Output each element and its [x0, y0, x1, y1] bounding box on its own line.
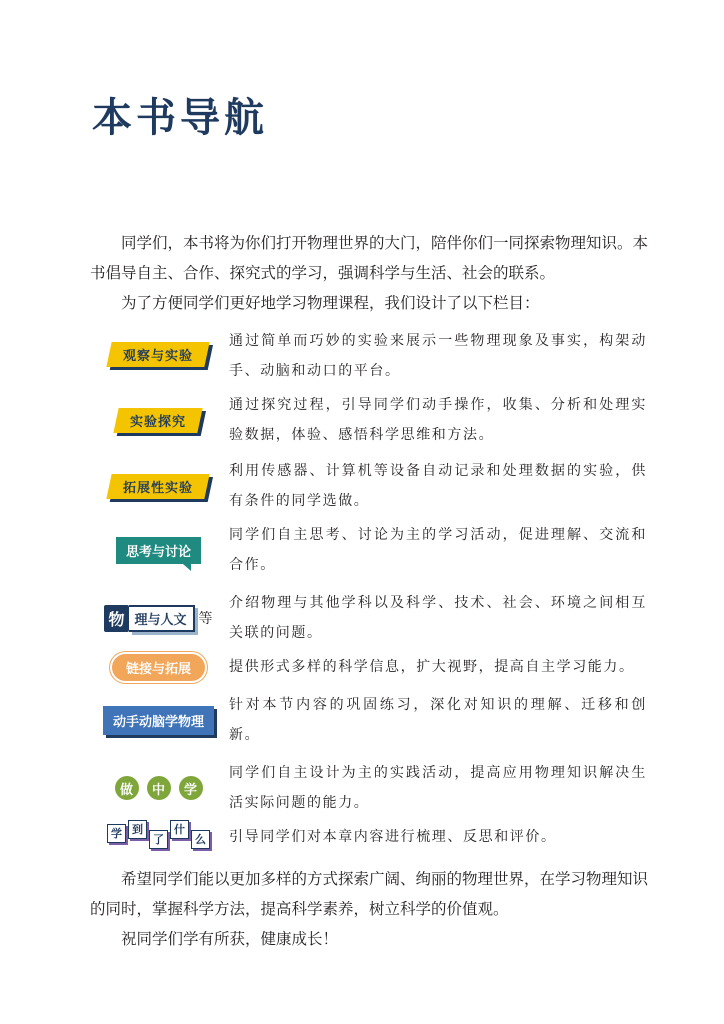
- badge-char: 做: [115, 776, 139, 800]
- badge-physics-humanities: 物 理与人文 等: [104, 605, 212, 632]
- column-description: 通过简单而巧妙的实验来展示一些物理现象及事实，构架动手、动脑和动口的平台。: [229, 333, 647, 379]
- badge-extended-experiment: 拓展性实验: [107, 474, 210, 499]
- closing-paragraph: 希望同学们能以更加多样的方式探索广阔、绚丽的物理世界，在学习物理知识的同时，掌握科学方法，提高科学素养，树立科学的价值观。: [90, 870, 649, 918]
- column-description: 同学们自主思考、讨论为主的学习活动，促进理解、交流和合作。: [229, 527, 647, 573]
- column-description: 提供形式多样的科学信息，扩大视野，提高自主学习能力。: [229, 659, 635, 675]
- badge-char: 到: [128, 820, 147, 839]
- badge-experiment-inquiry: 实验探究: [114, 408, 203, 433]
- column-description: 引导同学们对本章内容进行梳理、反思和评价。: [229, 829, 557, 845]
- badge-what-learned: [107, 824, 210, 849]
- intro-paragraph: 同学们，本书将为你们打开物理世界的大门，陪伴你们一同探索物理知识。本书倡导自主、合作、探究式的学习，强调科学与生活、社会的联系。: [90, 234, 649, 282]
- column-description: 针对本节内容的巩固练习，深化对知识的理解、迁移和创新。: [229, 697, 647, 743]
- badge-hands-on-physics: 动手动脑学物理: [103, 706, 214, 735]
- column-description: 利用传感器、计算机等设备自动记录和处理数据的实验，供有条件的同学选做。: [229, 463, 647, 509]
- badge-char: 学: [179, 776, 203, 800]
- closing-wish: 祝同学们学有所获，健康成长！: [121, 930, 339, 948]
- badge-think-discuss: 思考与讨论: [116, 537, 201, 564]
- badge-learn-by-doing: [115, 776, 203, 800]
- badge-char: 了: [149, 830, 168, 849]
- badge-char: 学: [107, 824, 126, 843]
- badge-observe-experiment: 观察与实验: [107, 342, 210, 367]
- page-title: 本书导航: [92, 94, 268, 141]
- column-description: 同学们自主设计为主的实践活动，提高应用物理知识解决生活实际问题的能力。: [229, 765, 647, 811]
- badge-link-extend: 链接与拓展: [112, 654, 205, 681]
- column-description: 介绍物理与其他学科以及科学、技术、社会、环境之间相互关联的问题。: [229, 595, 647, 641]
- badge-char: 中: [147, 776, 171, 800]
- badge-char: 什: [170, 820, 189, 839]
- intro-paragraph-2: 为了方便同学们更好地学习物理课程，我们设计了以下栏目：: [121, 294, 540, 312]
- badge-char: 么: [191, 830, 210, 849]
- column-description: 通过探究过程，引导同学们动手操作，收集、分析和处理实验数据，体验、感悟科学思维和方法。: [229, 397, 647, 443]
